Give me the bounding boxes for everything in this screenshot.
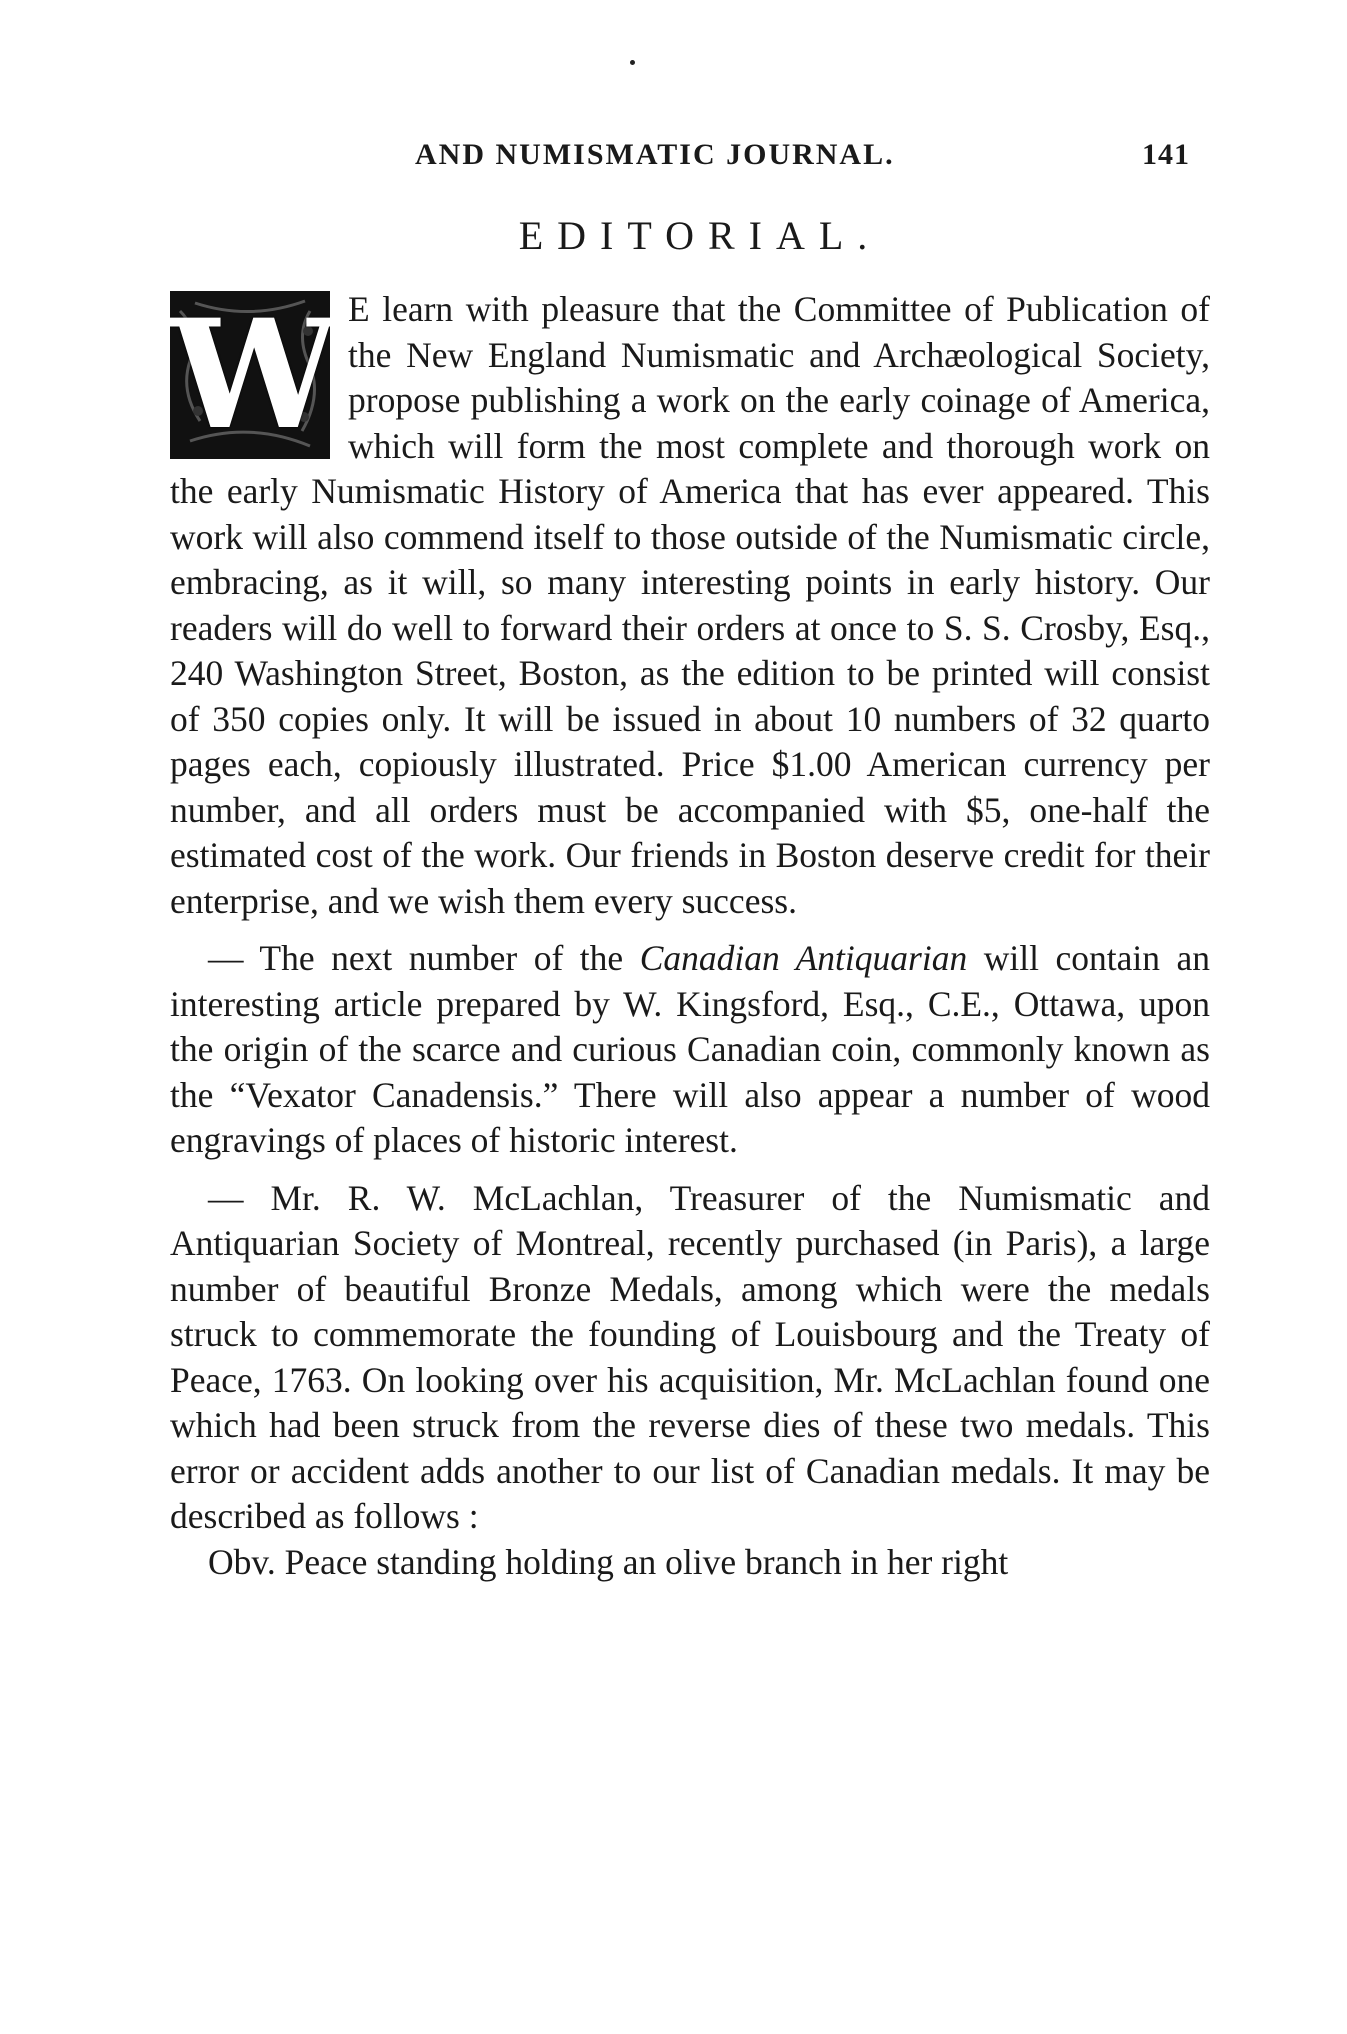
journal-title: AND NUMISMATIC JOURNAL. bbox=[415, 138, 895, 171]
paragraph-obverse: Obv. Peace standing holding an olive branch in her right bbox=[208, 1541, 1009, 1582]
running-head bbox=[170, 138, 1210, 178]
paragraph-publication bbox=[170, 287, 1210, 924]
article-body bbox=[170, 287, 1210, 1585]
drop-cap-ornament bbox=[170, 291, 330, 459]
paragraph-2-rest: will contain an interesting article prepared by W. Kingsford, Esq., C.E., Ottawa, upon the origin of the scarce and curious Canadian coin, commonly known as the “Vexator Canadensis.” There will also appear a number of wood engravings of places of historic interest. bbox=[170, 938, 1210, 1160]
drop-cap-letter: W bbox=[170, 291, 330, 459]
page-number: 141 bbox=[1142, 138, 1190, 171]
paragraph-mclachlan: — Mr. R. W. McLachlan, Treasurer of the Numismatic and Antiquarian Society of Montreal, recently purchased (in Paris), a large number of beautiful Bronze Medals, among which were the medals struck to commemorate the founding of Louisbourg and the Treaty of Peace, 1763. On looking over his acquisition, Mr. McLachlan found one which had been struck from the reverse dies of these two medals. This error or accident adds another to our list of Canadian medals. It may be described as follows : bbox=[170, 1177, 1210, 1536]
paragraph-canadian-antiquarian bbox=[170, 936, 1210, 1164]
printer-mark bbox=[630, 60, 635, 65]
section-title: EDITORIAL. bbox=[518, 213, 882, 258]
paragraph-publication-text: E learn with pleasure that the Committee of Publication of the New England Numismatic and Archæological Society, propose publishing a work on the early coinage of America, which will form the most complete and thorough work on the early Numismatic History of America that has ever appeared. This work will also commend itself to those outside of the Numismatic circle, embracing, as it will, so many interesting points in early history. Our readers will do well to forward their orders at once to S. S. Crosby, Esq., 240 Washington Street, Boston, as the edition to be printed will consist of 350 copies only. It will be issued in about 10 numbers of 32 quarto pages each, copiously illustrated. Price $1.00 American currency per number, and all orders must be accompanied with $5, one-half the estimated cost of the work. Our friends in Boston deserve credit for their enterprise, and we wish them every success. bbox=[170, 289, 1210, 921]
periodical-title: Canadian Antiquarian bbox=[639, 938, 968, 978]
paragraph-2-lead: — The next number of the bbox=[208, 938, 640, 978]
